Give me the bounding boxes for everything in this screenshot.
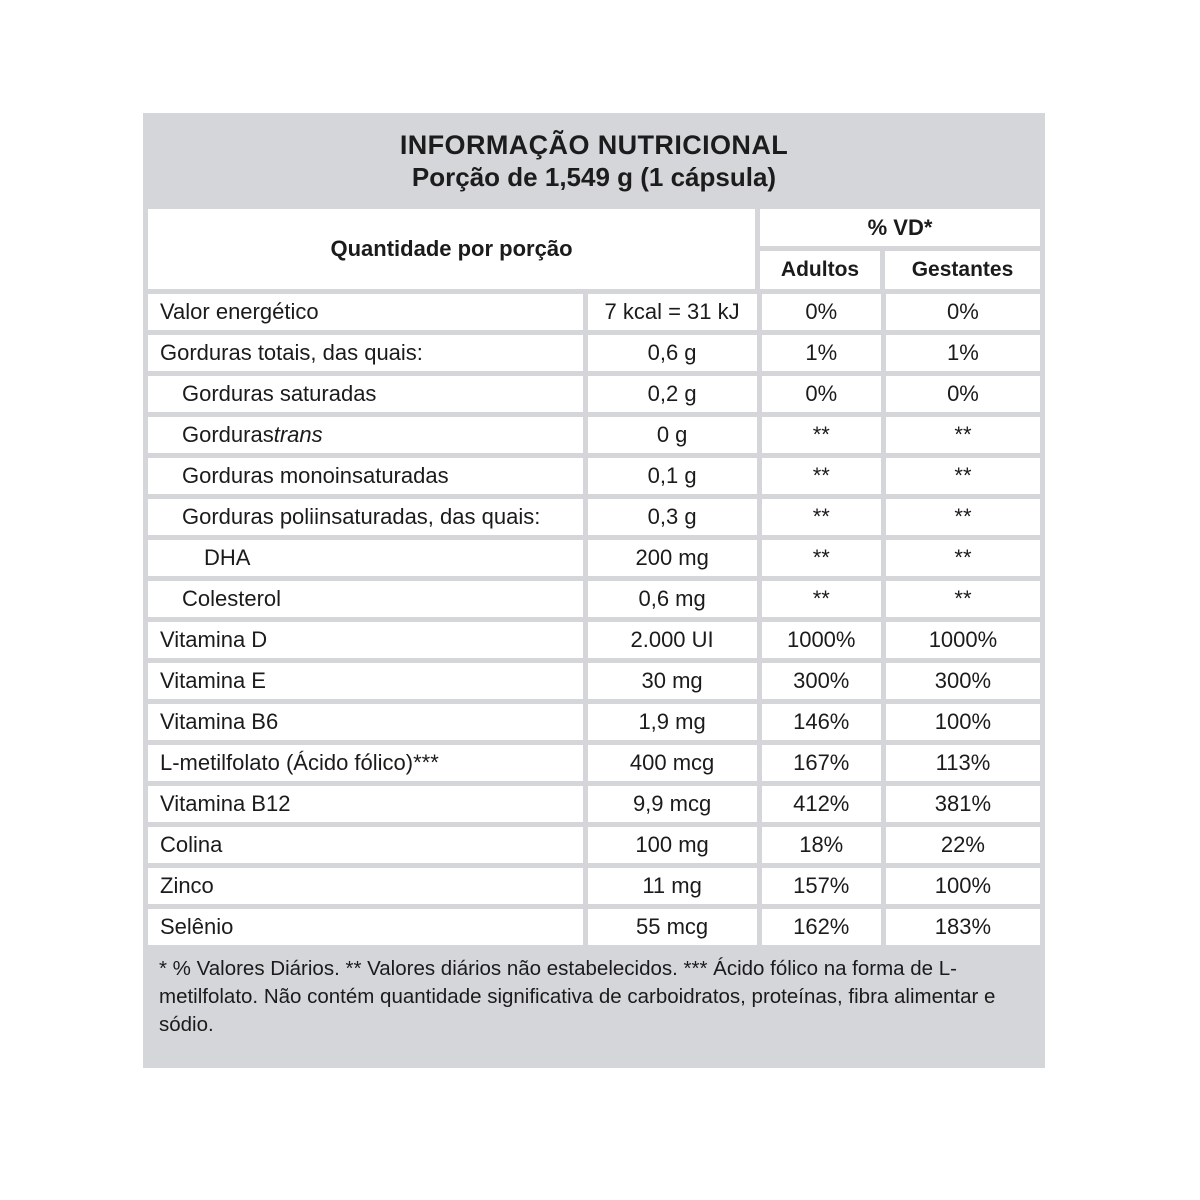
row-vd-adults: 157% bbox=[762, 868, 881, 904]
header-quantity-per-serving: Quantidade por porção bbox=[148, 209, 755, 289]
row-vd-pregnant: ** bbox=[886, 540, 1040, 576]
row-vd-pregnant: 300% bbox=[886, 663, 1040, 699]
table-row bbox=[148, 786, 1040, 822]
table-row bbox=[148, 704, 1040, 740]
row-vd-pregnant: 183% bbox=[886, 909, 1040, 945]
row-amount: 0,3 g bbox=[588, 499, 757, 535]
nutrition-facts-table bbox=[143, 113, 1045, 1068]
table-row bbox=[148, 540, 1040, 576]
row-amount: 1,9 mg bbox=[588, 704, 757, 740]
row-amount: 55 mcg bbox=[588, 909, 757, 945]
row-vd-adults: ** bbox=[762, 581, 881, 617]
row-label: Valor energético bbox=[148, 294, 583, 330]
row-vd-pregnant: 22% bbox=[886, 827, 1040, 863]
table-row bbox=[148, 376, 1040, 412]
row-amount: 30 mg bbox=[588, 663, 757, 699]
table-title-block bbox=[143, 113, 1045, 209]
row-vd-pregnant: ** bbox=[886, 458, 1040, 494]
row-vd-pregnant: 0% bbox=[886, 294, 1040, 330]
row-vd-pregnant: 0% bbox=[886, 376, 1040, 412]
table-footnote: * % Valores Diários. ** Valores diários não estabelecidos. *** Ácido fólico na forma de L-metilfolato. Não contém quantidade significativa de carboidratos, proteínas, fibra alimentar e sódio. bbox=[159, 957, 996, 1036]
row-vd-pregnant: 1000% bbox=[886, 622, 1040, 658]
header-vd-subcolumns bbox=[760, 251, 1040, 289]
row-vd-pregnant: 113% bbox=[886, 745, 1040, 781]
row-vd-adults: 18% bbox=[762, 827, 881, 863]
table-body bbox=[143, 289, 1045, 945]
row-amount: 9,9 mcg bbox=[588, 786, 757, 822]
row-vd-adults: 412% bbox=[762, 786, 881, 822]
row-vd-adults: 167% bbox=[762, 745, 881, 781]
table-row bbox=[148, 909, 1040, 945]
row-amount: 200 mg bbox=[588, 540, 757, 576]
row-vd-adults: 146% bbox=[762, 704, 881, 740]
row-vd-pregnant: 100% bbox=[886, 704, 1040, 740]
row-vd-adults: ** bbox=[762, 417, 881, 453]
row-label: Gorduras trans bbox=[148, 417, 583, 453]
row-vd-adults: ** bbox=[762, 499, 881, 535]
row-label: Vitamina B6 bbox=[148, 704, 583, 740]
page-title: INFORMAÇÃO NUTRICIONAL bbox=[399, 129, 789, 160]
serving-size-label: Porção de 1,549 g (1 cápsula) bbox=[411, 161, 777, 192]
header-column-adults: Adultos bbox=[760, 251, 880, 289]
row-label: Gorduras saturadas bbox=[148, 376, 583, 412]
row-amount: 0,1 g bbox=[588, 458, 757, 494]
row-vd-adults: 162% bbox=[762, 909, 881, 945]
row-vd-adults: 300% bbox=[762, 663, 881, 699]
row-label: Vitamina B12 bbox=[148, 786, 583, 822]
row-amount: 11 mg bbox=[588, 868, 757, 904]
table-row bbox=[148, 458, 1040, 494]
row-amount: 0,6 mg bbox=[588, 581, 757, 617]
row-amount: 0,2 g bbox=[588, 376, 757, 412]
row-vd-adults: 0% bbox=[762, 294, 881, 330]
row-vd-pregnant: ** bbox=[886, 499, 1040, 535]
row-vd-adults: ** bbox=[762, 540, 881, 576]
row-label: Vitamina D bbox=[148, 622, 583, 658]
row-vd-pregnant: ** bbox=[886, 581, 1040, 617]
row-label: L-metilfolato (Ácido fólico)*** bbox=[148, 745, 583, 781]
table-row bbox=[148, 745, 1040, 781]
row-label: Zinco bbox=[148, 868, 583, 904]
row-vd-pregnant: 100% bbox=[886, 868, 1040, 904]
row-label: Colina bbox=[148, 827, 583, 863]
table-row bbox=[148, 417, 1040, 453]
row-amount: 7 kcal = 31 kJ bbox=[588, 294, 757, 330]
row-label: Gorduras monoinsaturadas bbox=[148, 458, 583, 494]
row-label-italic: trans bbox=[273, 422, 323, 447]
table-row bbox=[148, 622, 1040, 658]
row-vd-adults: 1000% bbox=[762, 622, 881, 658]
row-label: Gorduras poliinsaturadas, das quais: bbox=[148, 499, 583, 535]
table-row bbox=[148, 335, 1040, 371]
row-vd-adults: 1% bbox=[762, 335, 881, 371]
header-vd-group bbox=[760, 209, 1040, 289]
row-label: DHA bbox=[148, 540, 583, 576]
row-vd-pregnant: ** bbox=[886, 417, 1040, 453]
row-vd-pregnant: 381% bbox=[886, 786, 1040, 822]
row-vd-pregnant: 1% bbox=[886, 335, 1040, 371]
row-amount: 400 mcg bbox=[588, 745, 757, 781]
header-column-pregnant: Gestantes bbox=[885, 251, 1040, 289]
table-row bbox=[148, 499, 1040, 535]
table-row bbox=[148, 294, 1040, 330]
row-vd-adults: ** bbox=[762, 458, 881, 494]
row-label: Vitamina E bbox=[148, 663, 583, 699]
row-amount: 0,6 g bbox=[588, 335, 757, 371]
row-label: Colesterol bbox=[148, 581, 583, 617]
row-amount: 2.000 UI bbox=[588, 622, 757, 658]
header-percent-vd: % VD* bbox=[760, 209, 1040, 246]
row-amount: 100 mg bbox=[588, 827, 757, 863]
table-row bbox=[148, 663, 1040, 699]
row-label: Gorduras totais, das quais: bbox=[148, 335, 583, 371]
table-header bbox=[143, 209, 1045, 289]
table-row bbox=[148, 868, 1040, 904]
row-vd-adults: 0% bbox=[762, 376, 881, 412]
table-row bbox=[148, 581, 1040, 617]
table-row bbox=[148, 827, 1040, 863]
row-label: Selênio bbox=[148, 909, 583, 945]
row-amount: 0 g bbox=[588, 417, 757, 453]
